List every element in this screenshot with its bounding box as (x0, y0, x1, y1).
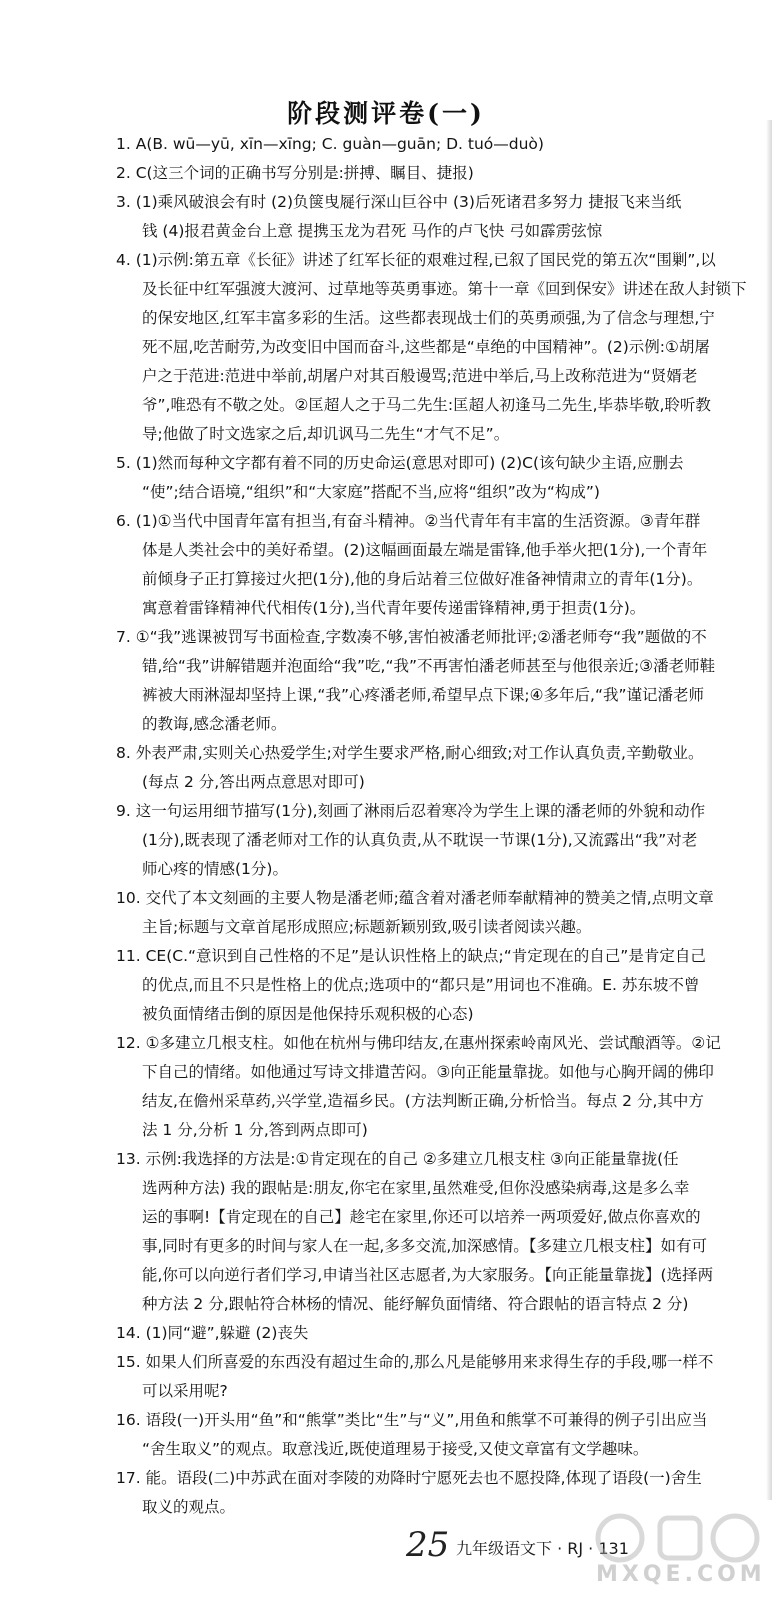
page-edge-shadow (766, 120, 772, 1500)
answer-item (116, 159, 764, 188)
answer-line: 14. (1)同“避”,躲避 (2)丧失 (116, 1324, 309, 1342)
answer-line: 种方法 2 分,跟帖符合林杨的情况、能纾解负面情绪、符合跟帖的语言特点 2 分) (142, 1295, 689, 1313)
answer-item (116, 1406, 764, 1464)
answer-line: 寓意着雷锋精神代代相传(1分),当代青年要传递雷锋精神,勇于担责(1分)。 (142, 599, 646, 617)
answer-line: 2. C(这三个词的正确书写分别是:拼搏、瞩目、捷报) (116, 164, 474, 182)
watermark-text: MXQE.COM (596, 1562, 766, 1587)
answer-line: 钱 (4)报君黄金台上意 提携玉龙为君死 马作的卢飞快 弓如霹雳弦惊 (142, 222, 603, 240)
answer-line: 取义的观点。 (142, 1498, 236, 1516)
answer-line: 可以采用呢? (142, 1382, 228, 1400)
page-title: 阶段测评卷(一) (287, 99, 485, 128)
answer-item (116, 188, 764, 246)
answer-line: 选两种方法) 我的跟帖是:朋友,你宅在家里,虽然难受,但你没感染病毒,这是多么幸 (142, 1179, 690, 1197)
answer-line: 裤被大雨淋湿却坚持上课,“我”心疼潘老师,希望早点下课;④多年后,“我”谨记潘老师 (142, 686, 705, 704)
answer-line: 5. (1)然而每种文字都有着不同的历史命运(意思对即可) (2)C(该句缺少主语,应删去 (116, 454, 684, 472)
answer-line: 13. 示例:我选择的方法是:①肯定现在的自己 ②多建立几根支柱 ③向正能量靠拢(任 (116, 1150, 679, 1168)
footer-book-label: 九年级语文下 · RJ · 131 (456, 1539, 629, 1558)
answer-line: 3. (1)乘风破浪会有时 (2)负箧曳屣行深山巨谷中 (3)后死诸君多努力 捷报飞来当纸 (116, 193, 682, 211)
answer-item (116, 739, 764, 797)
answer-line: 运的事啊!【肯定现在的自己】趁宅在家里,你还可以培养一两项爱好,做点你喜欢的 (142, 1208, 701, 1226)
answer-line: 12. ①多建立几根支柱。如他在杭州与佛印结友,在惠州探索岭南风光、尝试酿酒等。②记 (116, 1034, 721, 1052)
answer-line: 事,同时有更多的时间与家人在一起,多多交流,加深感情。【多建立几根支柱】如有可 (142, 1237, 708, 1255)
answer-line: (1分),既表现了潘老师对工作的认真负责,从不耽误一节课(1分),又流露出“我”对老 (142, 831, 698, 849)
answer-line: 错,给“我”讲解错题并泡面给“我”吃,“我”不再害怕潘老师甚至与他很亲近;③潘老师鞋 (142, 657, 716, 675)
answer-line: 6. (1)①当代中国青年富有担当,有奋斗精神。②当代青年有丰富的生活资源。③青年群 (116, 512, 701, 530)
answer-line: 户之于范进:范进中举前,胡屠户对其百般谩骂;范进中举后,马上改称范进为“贤婿老 (142, 367, 698, 385)
answer-line: 9. 这一句运用细节描写(1分),刻画了淋雨后忍着寒冷为学生上课的潘老师的外貌和动作 (116, 802, 706, 820)
answer-item (116, 884, 764, 942)
answer-line: 的保安地区,红军丰富多彩的生活。这些都表现战士们的英勇顽强,为了信念与理想,宁 (142, 309, 715, 327)
answer-line: 4. (1)示例:第五章《长征》讲述了红军长征的艰难过程,已叙了国民党的第五次“围剿”,以 (116, 251, 716, 269)
answer-line: 死不屈,吃苦耐劳,为改变旧中国而奋斗,这些都是“卓绝的中国精神”。(2)示例:①胡屠 (142, 338, 710, 356)
answer-line: 被负面情绪击倒的原因是他保持乐观积极的心态) (142, 1005, 474, 1023)
answer-line: 11. CE(C.“意识到自己性格的不足”是认识性格上的缺点;“肯定现在的自己”是肯定自己 (116, 947, 706, 965)
answer-line: 1. A(B. wū—yū, xīn—xīng; C. guàn—guān; D. tuó—duò) (116, 135, 544, 153)
answer-line: 结友,在儋州采草药,兴学堂,造福乡民。(方法判断正确,分析恰当。每点 2 分,其中方 (142, 1092, 704, 1110)
answer-line: 体是人类社会中的美好希望。(2)这幅画面最左端是雷锋,他手举火把(1分),一个青年 (142, 541, 708, 559)
answer-item (116, 246, 764, 449)
answer-line: 8. 外表严肃,实则关心热爱学生;对学生要求严格,耐心细致;对工作认真负责,辛勤敬业。 (116, 744, 704, 762)
answer-item (116, 1464, 764, 1522)
answer-line: 10. 交代了本文刻画的主要人物是潘老师;蕴含着对潘老师奉献精神的赞美之情,点明文章 (116, 889, 714, 907)
answer-line: (每点 2 分,答出两点意思对即可) (142, 773, 365, 791)
answer-line: 的优点,而且不只是性格上的优点;选项中的“都只是”用词也不准确。E. 苏东坡不曾 (142, 976, 700, 994)
handwritten-page-number: 25 (406, 1525, 450, 1565)
answer-line: 前倾身子正打算接过火把(1分),他的身后站着三位做好准备神情肃立的青年(1分)。 (142, 570, 703, 588)
answer-line: 主旨;标题与文章首尾形成照应;标题新颖别致,吸引读者阅读兴趣。 (142, 918, 592, 936)
answer-line: 的教诲,感念潘老师。 (142, 715, 287, 733)
answer-line: 下自己的情绪。如他通过写诗文排遣苦闷。③向正能量靠拢。如他与心胸开阔的佛印 (142, 1063, 714, 1081)
answer-item (116, 1145, 764, 1319)
answer-line: 15. 如果人们所喜爱的东西没有超过生命的,那么凡是能够用来求得生存的手段,哪一样不 (116, 1353, 714, 1371)
answer-line: “舍生取义”的观点。取意浅近,既使道理易于接受,又使文章富有文学趣味。 (142, 1440, 649, 1458)
answer-list (116, 130, 764, 1522)
answer-item (116, 507, 764, 623)
answer-line: “使”;结合语境,“组织”和“大家庭”搭配不当,应将“组织”改为“构成”) (142, 483, 600, 501)
answer-line: 及长征中红军强渡大渡河、过草地等英勇事迹。第十一章《回到保安》讲述在敌人封锁下 (142, 280, 747, 298)
answer-line: 师心疼的情感(1分)。 (142, 860, 288, 878)
answer-line: 导;他做了时文选家之后,却讥讽马二先生“才气不足”。 (142, 425, 510, 443)
answer-line: 17. 能。语段(二)中苏武在面对李陵的劝降时宁愿死去也不愿投降,体现了语段(一)舍生 (116, 1469, 702, 1487)
answer-line: 法 1 分,分析 1 分,答到两点即可) (142, 1121, 368, 1139)
answer-item (116, 623, 764, 739)
answer-item (116, 797, 764, 884)
answer-item (116, 1319, 764, 1348)
answer-item (116, 130, 764, 159)
answer-item (116, 1348, 764, 1406)
answer-line: 爷”,唯恐有不敬之处。②匡超人之于马二先生:匡超人初逢马二先生,毕恭毕敬,聆听教 (142, 396, 711, 414)
answer-item (116, 942, 764, 1029)
answer-item (116, 1029, 764, 1145)
answer-line: 16. 语段(一)开头用“鱼”和“熊掌”类比“生”与“义”,用鱼和熊掌不可兼得的例子引出应当 (116, 1411, 708, 1429)
answer-line: 7. ①“我”逃课被罚写书面检查,字数凑不够,害怕被潘老师批评;②潘老师夸“我”题做的不 (116, 628, 707, 646)
answer-item (116, 449, 764, 507)
answer-line: 能,你可以向逆行者们学习,申请当社区志愿者,为大家服务。【向正能量靠拢】(选择两 (142, 1266, 714, 1284)
